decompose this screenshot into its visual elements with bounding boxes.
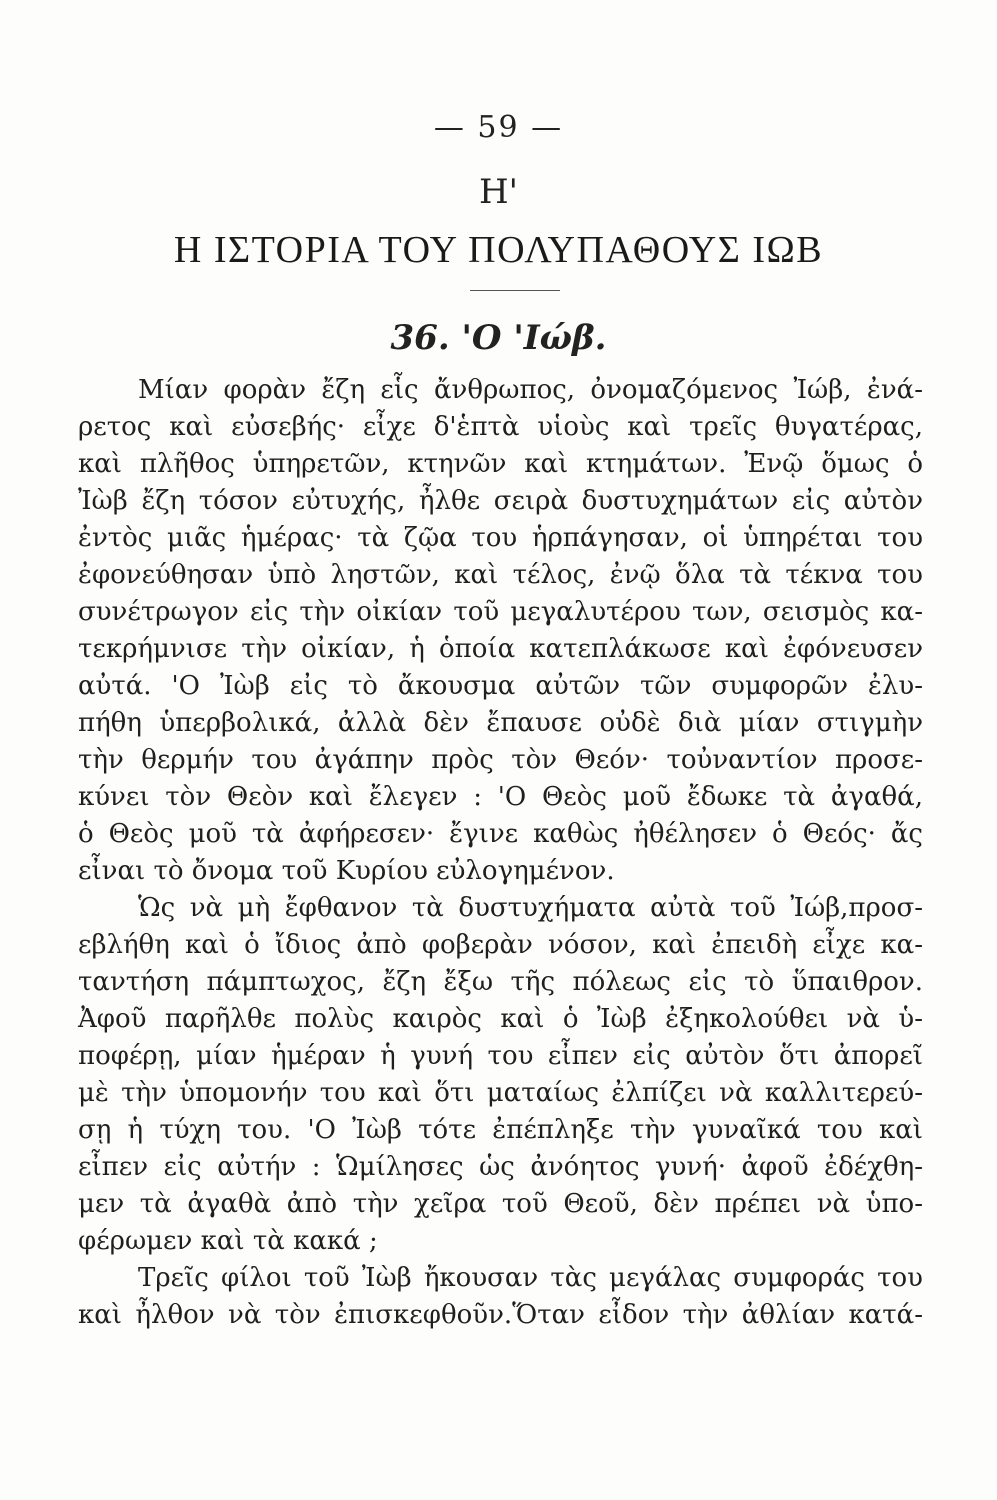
text-line: τεκρήμνισε τὴν οἰκίαν, ἡ ὁποία κατεπλάκωσε καὶ ἐφόνευσεν [78,634,923,664]
text-line: εἶναι τὸ ὄνομα τοῦ Κυρίου εὐλογημένον. [78,856,615,886]
section-heading: 36. 'Ο 'Ιώβ. [390,318,607,358]
text-line: Τρεῖς φίλοι τοῦ Ἰὼβ ἤκουσαν τὰς μεγάλας συμφοράς του [138,1263,923,1293]
text-line: κύνει τὸν Θεὸν καὶ ἔλεγεν : 'Ο Θεὸς μοῦ ἔδωκε τὰ ἀγαθά, [78,782,923,812]
text-line: αὐτά. 'Ο Ἰὼβ εἰς τὸ ἄκουσμα αὐτῶν τῶν συμφορῶν ἐλυ- [78,671,923,701]
chapter-numeral: Η' [479,172,518,212]
text-line: σῃ ἡ τύχη του. 'Ο Ἰὼβ τότε ἐπέπληξε τὴν γυναῖκά του καὶ [78,1115,923,1145]
text-line: καὶ πλῆθος ὑπηρετῶν, κτηνῶν καὶ κτημάτων. Ἐνῷ ὅμως ὁ [78,449,923,479]
text-line: ποφέρῃ, μίαν ἡμέραν ἡ γυνή του εἶπεν εἰς αὐτὸν ὅτι ἀπορεῖ [78,1041,923,1071]
text-line: ρετος καὶ εὐσεβής· εἶχε δ'ἑπτὰ υἱοὺς καὶ τρεῖς θυγατέρας, [78,412,923,442]
text-line: Ὡς νὰ μὴ ἔφθανον τὰ δυστυχήματα αὐτὰ τοῦ Ἰώβ,προσ- [138,893,923,923]
text-line: πήθη ὑπερβολικά, ἀλλὰ δὲν ἔπαυσε οὐδὲ διὰ μίαν στιγμὴν [78,708,923,738]
text-line: ἐφονεύθησαν ὑπὸ ληστῶν, καὶ τέλος, ἐνῷ ὅλα τὰ τέκνα του [78,560,923,590]
body-text [78,372,923,1334]
text-line: συνέτρωγον εἰς τὴν οἰκίαν τοῦ μεγαλυτέρου των, σεισμὸς κα- [78,597,923,627]
text-line: μεν τὰ ἀγαθὰ ἀπὸ τὴν χεῖρα τοῦ Θεοῦ, δὲν πρέπει νὰ ὑπο- [78,1189,923,1219]
text-line: Ἀφοῦ παρῆλθε πολὺς καιρὸς καὶ ὁ Ἰὼβ ἐξηκολούθει νὰ ὑ- [78,1004,923,1034]
text-line: εἶπεν εἰς αὐτήν : Ὡμίλησες ὡς ἀνόητος γυνή· ἀφοῦ ἐδέχθη- [78,1152,923,1182]
text-line: Ἰὼβ ἔζη τόσον εὐτυχής, ἦλθε σειρὰ δυστυχημάτων εἰς αὐτὸν [78,486,923,516]
text-line: ἐντὸς μιᾶς ἡμέρας· τὰ ζῷα του ἡρπάγησαν, οἱ ὑπηρέται του [78,523,923,553]
chapter-title: Η ΙΣΤΟΡΙΑ ΤΟΥ ΠΟΛΥΠΑΘΟΥΣ ΙΩΒ [173,229,824,271]
text-line: εβλήθη καὶ ὁ ἴδιος ἀπὸ φοβερὰν νόσον, καὶ ἐπειδὴ εἶχε κα- [78,930,923,960]
text-line: μὲ τὴν ὑπομονήν του καὶ ὅτι ματαίως ἐλπίζει νὰ καλλιτερεύ- [78,1078,923,1108]
title-divider [470,290,560,291]
page-number: — 59 — [433,110,564,145]
text-line: τὴν θερμήν του ἀγάπην πρὸς τὸν Θεόν· τοὐναντίον προσε- [78,745,923,775]
text-line: ὁ Θεὸς μοῦ τὰ ἀφήρεσεν· ἔγινε καθὼς ἠθέλησεν ὁ Θεός· ἄς [78,819,923,849]
text-line: φέρωμεν καὶ τὰ κακά ; [78,1226,378,1256]
text-line: Μίαν φορὰν ἔζη εἷς ἄνθρωπος, ὀνομαζόμενος Ἰώβ, ἐνά- [138,375,923,405]
text-line: καὶ ἦλθον νὰ τὸν ἐπισκεφθοῦν.Ὅταν εἶδον τὴν ἀθλίαν κατά- [78,1300,923,1330]
text-line: ταντήση πάμπτωχος, ἔζη ἔξω τῆς πόλεως εἰς τὸ ὕπαιθρον. [78,967,923,997]
